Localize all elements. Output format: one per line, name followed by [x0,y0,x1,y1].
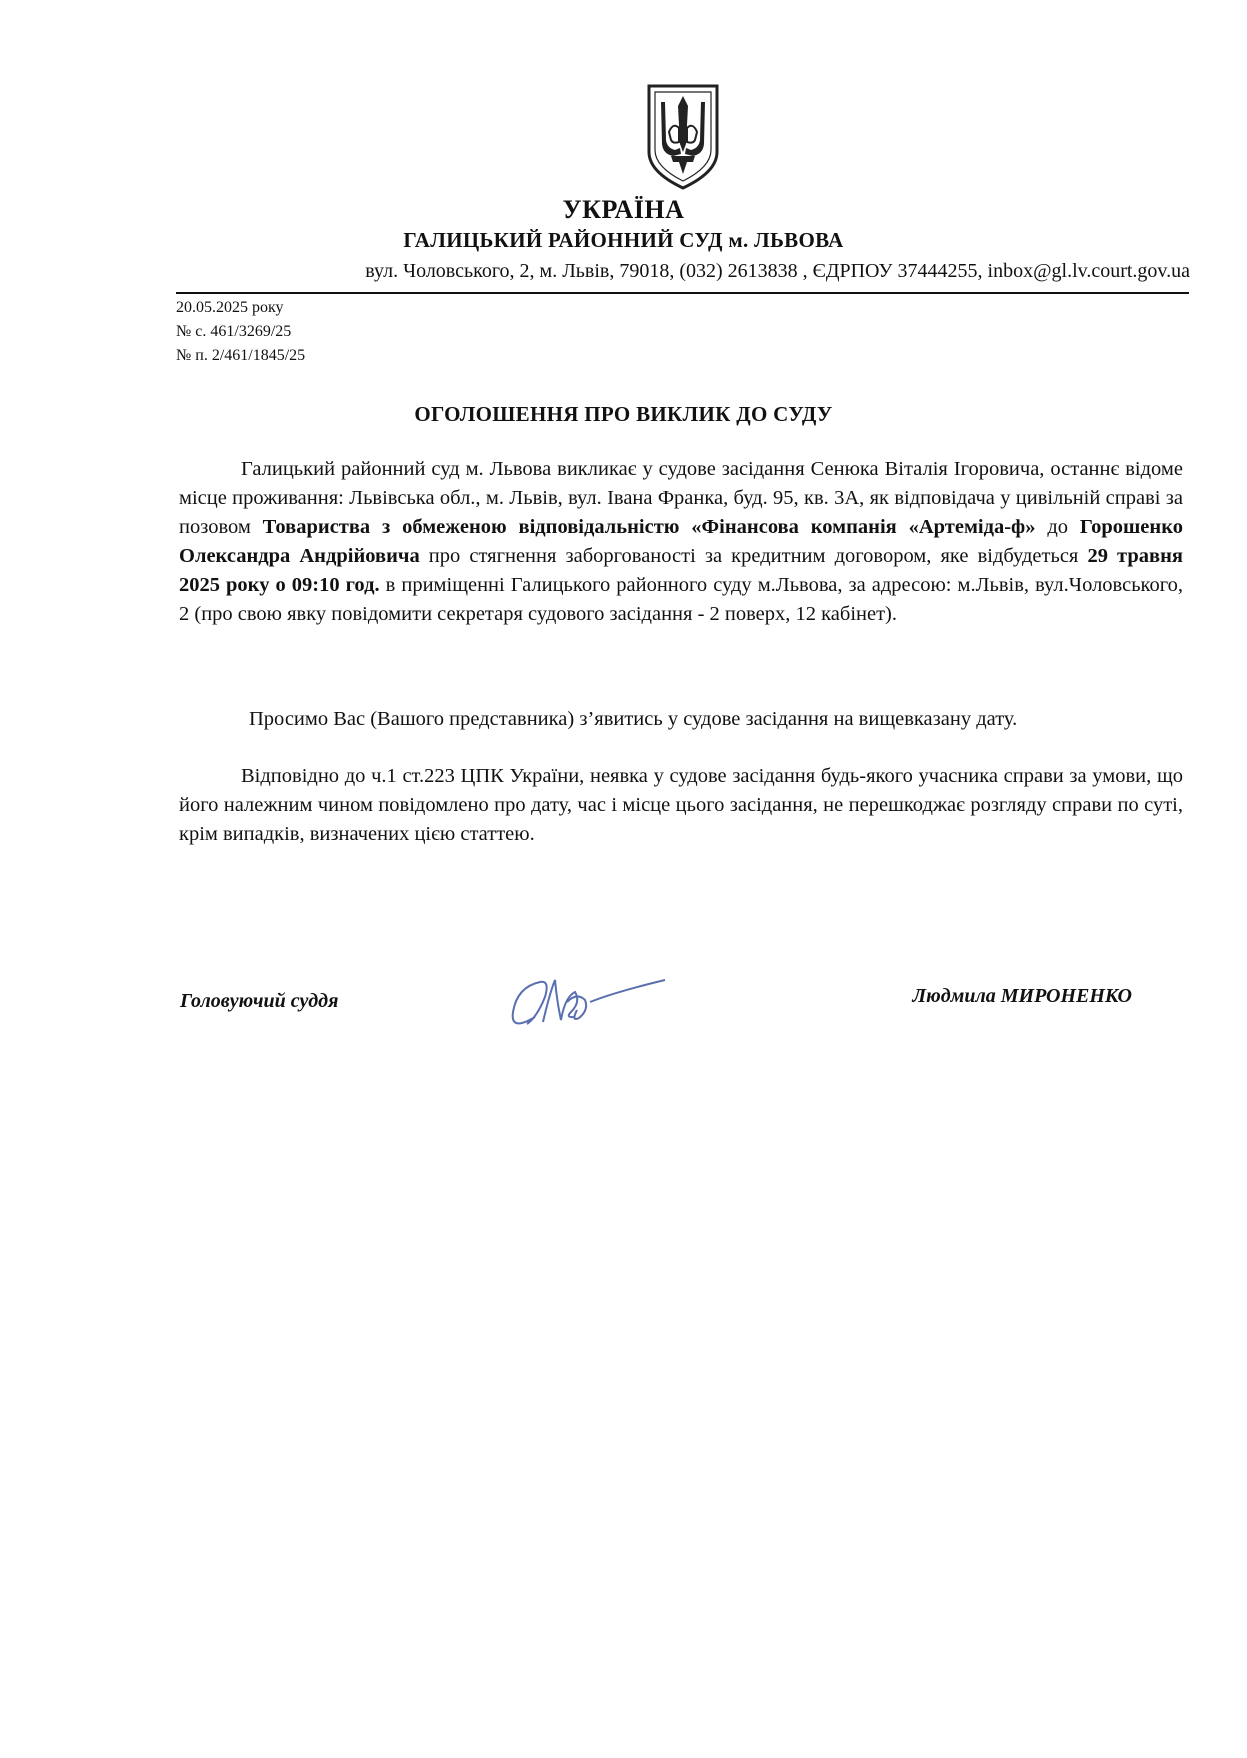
paragraph-summons-text-3: про стягнення заборгованості за кредитним договором, яке відбудеться [419,545,1088,567]
paragraph-legal-notice: Відповідно до ч.1 ст.223 ЦПК України, неявка у судове засідання будь-якого учасника справи за умови, що його належним чином повідомлено про дату, час і місце цього засідання, не перешкоджає розгляду справи по суті, крім випадків, визначених цією статтею. [179,765,1183,845]
trident-emblem-icon [643,82,723,192]
case-number: № с. 461/3269/25 [176,323,292,340]
court-name-heading: ГАЛИЦЬКИЙ РАЙОННИЙ СУД м. ЛЬВОВА [403,228,844,252]
paragraph-summons-text-4: в приміщенні Галицького районного суду м.Львова, за адресою: м.Львів, вул.Чоловського, 2 (про свою явку повідомити секретаря судового засідання - 2 поверх, 12 кабінет). [179,574,1183,625]
document-title: ОГОЛОШЕННЯ ПРО ВИКЛИК ДО СУДУ [414,402,833,426]
paragraph-summons [179,455,1183,629]
paragraph-summons-text-1: Галицький районний суд м. Львова викликає у судове засідання Сенюка Віталія Ігоровича, останнє відоме місце проживання: Львівська обл., м. Львів, вул. Івана Франка, буд. 95, кв. 3А, як відповідача у цивільній справі за позовом [179,458,1183,538]
document-date: 20.05.2025 року [176,299,284,316]
country-heading: УКРАЇНА [562,195,685,224]
handwritten-signature-icon [505,962,675,1042]
header-divider [176,292,1189,294]
defendant-name: Горошенко Олександра Андрійовича [179,516,1184,567]
paragraph-summons-text-2: до [1035,516,1080,538]
court-address: вул. Чоловського, 2, м. Львів, 79018, (032) 2613838 , ЄДРПОУ 37444255, inbox@gl.lv.court.gov.ua [365,260,1190,282]
hearing-datetime: 29 травня 2025 року о 09:10 год. [179,545,1183,596]
judge-role: Головуючий суддя [180,990,339,1012]
document-meta [176,296,305,368]
judge-name: Людмила МИРОНЕНКО [912,985,1132,1007]
paragraph-request: Просимо Вас (Вашого представника) з’явитись у судове засідання на вищевказану дату. [249,708,1018,730]
plaintiff-name: Товариства з обмеженою відповідальністю «Фінансова компанія «Артеміда-ф» [262,516,1036,538]
proceeding-number: № п. 2/461/1845/25 [176,347,306,364]
